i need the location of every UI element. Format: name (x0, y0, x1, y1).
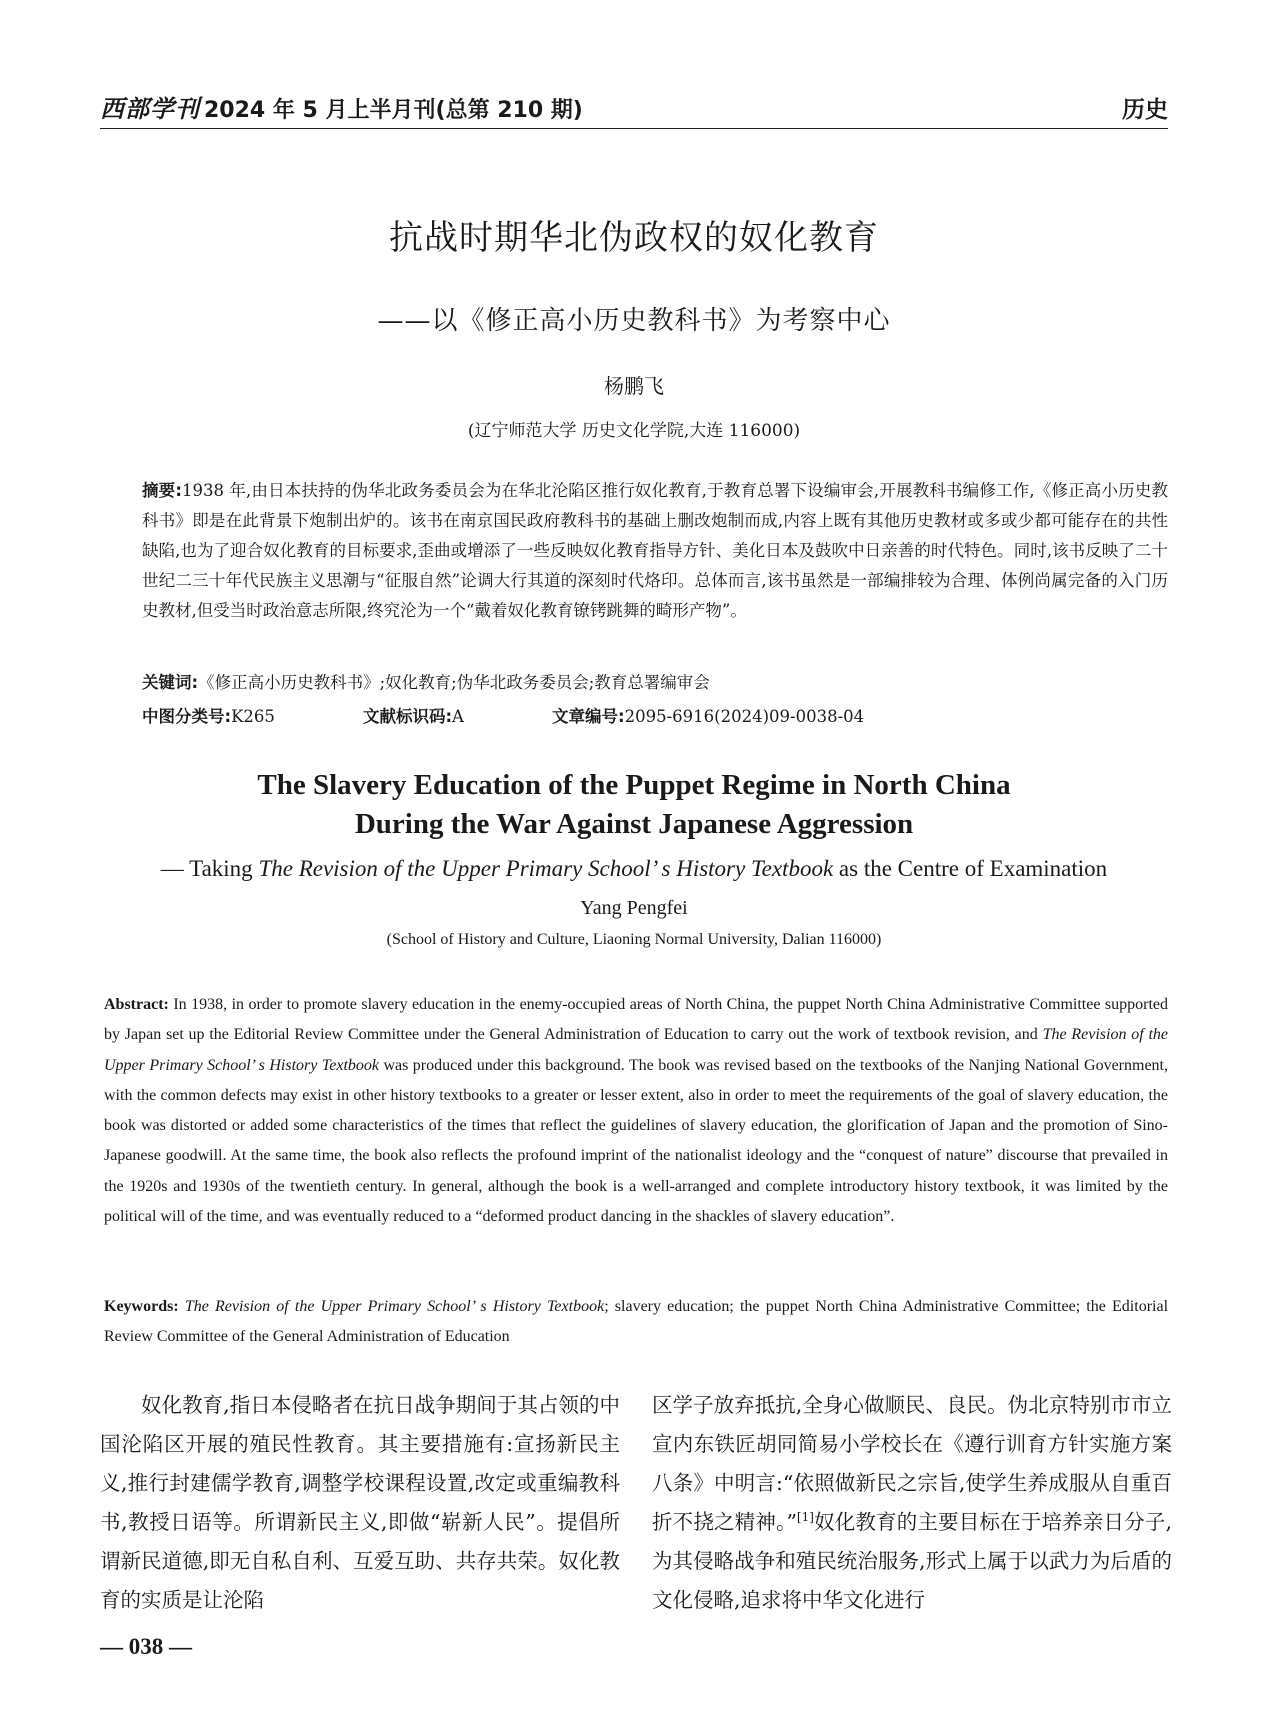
title-en-line2: During the War Against Japanese Aggression (354, 808, 914, 840)
subtitle-en-prefix: — Taking (160, 856, 259, 881)
document-code-value: A (452, 707, 464, 726)
keywords-cn-label: 关键词: (142, 673, 199, 692)
article-metadata-cn (142, 703, 1168, 727)
page-number: — 038 — (100, 1634, 192, 1659)
body-paragraph-continued (652, 1386, 1172, 1620)
abstract-en (104, 990, 1168, 1232)
title-en (100, 766, 1168, 844)
body-paragraph-1: 奴化教育,指日本侵略者在抗日战争期间于其占领的中国沦陷区开展的殖民性教育。其主要措施有:宣扬新民主义,推行封建儒学教育,调整学校课程设置,改定或重编教科书,教授日语等。所谓新民主义,即做“崭新人民”。提倡所谓新民道德,即无自私自利、互爱互助、共存共荣。奴化教育的实质是让沦陷 (100, 1393, 620, 1612)
title-en-line1: The Slavery Education of the Puppet Regime in North China (257, 769, 1011, 801)
article-number-label: 文章编号: (551, 707, 625, 726)
subtitle-en (100, 856, 1168, 882)
header-left (100, 89, 583, 124)
clc-value: K265 (231, 707, 275, 726)
article-number (552, 703, 864, 727)
author-cn: 杨鹏飞 (604, 374, 664, 398)
abstract-en-text-1: In 1938, in order to promote slavery education in the enemy-occupied areas of North China, the puppet North China Administrative Committee supported by Japan set up the Editorial Review Committee under the General Administration of Education to carry out the work of textbook revision, and (104, 996, 1168, 1044)
running-header (100, 88, 1168, 124)
keywords-en-book-title: The Revision of the Upper Primary School’ s History Textbook (184, 1298, 605, 1315)
body-text-right-b: 奴化教育的主要目标在于培养亲日分子,为其侵略战争和殖民统治服务,形式上属于以武力为后盾的文化侵略,追求将中华文化进行 (652, 1510, 1172, 1612)
journal-logo: 西部学刊 (100, 94, 200, 123)
article-number-value: 2095-6916(2024)09-0038-04 (624, 707, 865, 726)
section-name: 历史 (1122, 97, 1168, 123)
document-code (363, 703, 464, 727)
abstract-en-label: Abstract: (104, 996, 169, 1013)
abstract-en-book-title: The Revision of the Upper Primary School’ s History Textbook (104, 1026, 1168, 1074)
abstract-cn-text: 1938 年,由日本扶持的伪华北政务委员会为在华北沦陷区推行奴化教育,于教育总署下设编审会,开展教科书编修工作,《修正高小历史教科书》即是在此背景下炮制出炉的。该书在南京国民政府教科书的基础上删改炮制而成,内容上既有其他历史教材或多或少都可能存在的共性缺陷,也为了迎合奴化教育的目标要求,歪曲或增添了一些反映奴化教育指导方针、美化日本及鼓吹中日亲善的时代特色。同时,该书反映了二十世纪二三十年代民族主义思潮与“征服自然”论调大行其道的深刻时代烙印。总体而言,该书虽然是一部编排较为合理、体例尚属完备的入门历史教材,但受当时政治意志所限,终究沦为一个“戴着奴化教育镣铐跳舞的畸形产物”。 (142, 481, 1168, 620)
subtitle-en-book-title: The Revision of the Upper Primary School’ s History Textbook (258, 856, 834, 881)
abstract-cn (142, 476, 1168, 626)
keywords-cn-text: 《修正高小历史教科书》;奴化教育;伪华北政务委员会;教育总署编审会 (198, 673, 710, 692)
issue-info: 2024 年 5 月上半月刊(总第 210 期) (204, 98, 583, 123)
subtitle-cn: ——以《修正高小历史教科书》为考察中心 (377, 306, 891, 336)
header-rule (100, 128, 1168, 129)
affiliation-cn: (辽宁师范大学 历史文化学院,大连 116000) (467, 421, 801, 441)
keywords-en-rest: ; slavery education; the puppet North China Administrative Committee; the Editorial Review Committee of the General Administration of Education (104, 1298, 1169, 1345)
body-column-left (100, 1386, 620, 1620)
body-text-right-a: 区学子放弃抵抗,全身心做顺民、良民。伪北京特别市市立宣内东铁匠胡同简易小学校长在《遵行训育方针实施方案八条》中明言:“依照做新民之宗旨,使学生养成服从自重百折不挠之精神。” (652, 1393, 1172, 1534)
keywords-en (104, 1292, 1168, 1352)
clc-label: 中图分类号: (142, 707, 232, 726)
subtitle-en-suffix: as the Centre of Examination (833, 856, 1108, 881)
title-cn: 抗战时期华北伪政权的奴化教育 (389, 218, 879, 258)
keywords-cn (142, 669, 1168, 693)
abstract-en-text-2: was produced under this background. The book was revised based on the textbooks of the Nanjing National Government, with the common defects may exist in other history textbooks to a greater or lesser extent, also in order to meet the requirements of the goal of slavery education, the book was distorted or added some characteristics of the times that reflect the guidelines of slavery education, the glorification of Japan and the promotion of Sino-Japanese goodwill. At the same time, the book also reflects the profound imprint of the nationalist ideology and the “conquest of nature” discourse that prevailed in the 1920s and 1930s of the twentieth century. In general, although the book is a well-arranged and complete introductory history textbook, it was limited by the political will of the time, and was eventually reduced to a “deformed product dancing in the shackles of slavery education”. (104, 1056, 1168, 1226)
abstract-cn-label: 摘要: (142, 481, 182, 500)
citation-reference: [1] (796, 1510, 814, 1525)
keywords-en-label: Keywords: (104, 1298, 179, 1315)
document-code-label: 文献标识码: (362, 707, 453, 726)
clc-number (142, 703, 275, 727)
body-column-right (652, 1386, 1172, 1620)
author-en: Yang Pengfei (580, 897, 688, 919)
affiliation-en: (School of History and Culture, Liaoning Normal University, Dalian 116000) (386, 931, 882, 948)
